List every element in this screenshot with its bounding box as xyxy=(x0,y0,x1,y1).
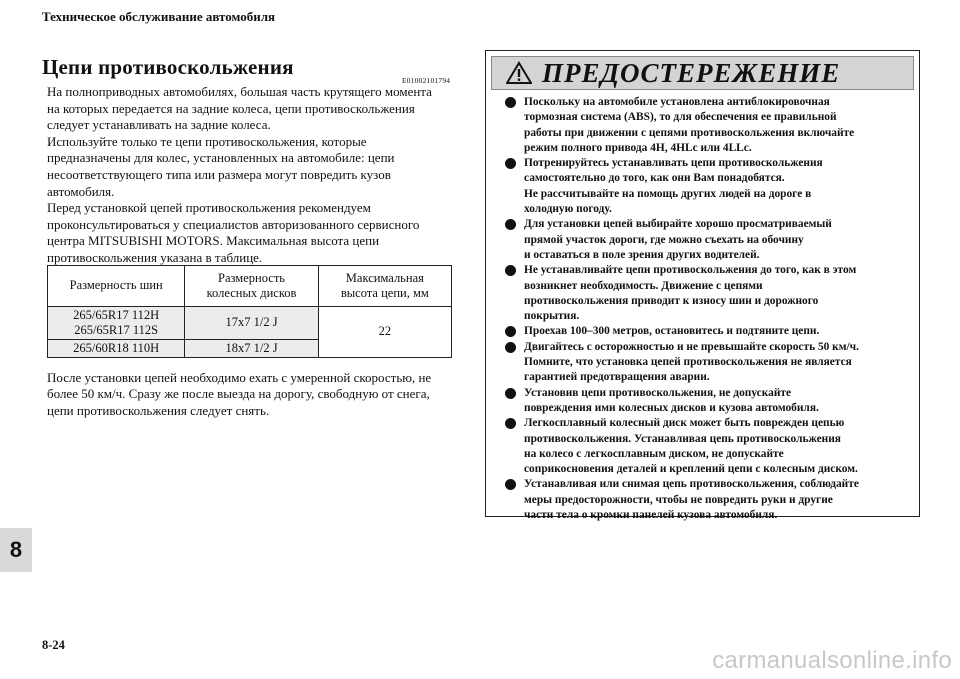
running-header: Техническое обслуживание автомобиля xyxy=(42,9,276,24)
intro-line: Используйте только те цепи противоскольжения, которые xyxy=(47,133,367,149)
table-row xyxy=(48,307,452,340)
warning-item xyxy=(504,324,904,339)
warning-triangle-icon xyxy=(506,61,532,85)
intro-line: Перед установкой цепей противоскольжения рекомендуем xyxy=(47,200,371,216)
section-title: Цепи противоскольжения xyxy=(42,55,294,79)
intro-line: следует устанавливать на задние колеса. xyxy=(47,117,271,133)
bullet-icon xyxy=(505,97,516,108)
warning-item-line: Потренируйтесь устанавливать цепи противоскольжения xyxy=(524,157,823,170)
warning-item-line: работы при движении с цепями противоскольжения включайте xyxy=(524,126,855,139)
intro-line: на которых передается на задние колеса, цепи противоскольжения xyxy=(47,100,415,116)
after-line: цепи противоскольжения следует снять. xyxy=(47,402,270,418)
after-line: более 50 км/ч. Сразу же после выезда на дорогу, свободную от снега, xyxy=(47,386,430,402)
page-number: 8-24 xyxy=(42,638,65,652)
chapter-tab: 8 xyxy=(0,528,32,572)
intro-line: На полноприводных автомобилях, большая часть крутящего момента xyxy=(47,84,432,99)
after-install-text xyxy=(47,370,457,419)
table-header-row xyxy=(48,266,452,307)
warning-box xyxy=(485,50,920,522)
warning-item-line: Поскольку на автомобиле установлена антиблокировочная xyxy=(524,96,830,108)
table-cell-rim-size: 17x7 1/2 J xyxy=(185,307,318,340)
warning-item-line: Устанавливая или снимая цепь противоскольжения, соблюдайте xyxy=(524,478,859,491)
intro-text xyxy=(47,84,457,267)
warning-item xyxy=(504,477,904,523)
table-cell-max-height: 22 xyxy=(318,307,451,358)
warning-item xyxy=(504,95,904,156)
warning-item-line: противоскольжения. Устанавливая цепь противоскольжения xyxy=(524,432,841,445)
intro-line: проконсультироваться у специалистов авторизованного сервисного xyxy=(47,216,420,232)
intro-line: противоскольжения указана в таблице. xyxy=(47,249,263,265)
table-cell-tire-size: 265/60R18 110H xyxy=(48,340,185,358)
warning-item-line: Проехав 100–300 метров, остановитесь и подтяните цепи. xyxy=(524,325,820,338)
warning-item-line: Легкосплавный колесный диск может быть поврежден цепью xyxy=(524,417,845,430)
intro-line: несоответствующего типа или размера могут повредить кузов xyxy=(47,166,391,182)
warning-item-line: Не рассчитывайте на помощь других людей на дороге в xyxy=(524,187,812,200)
bullet-icon xyxy=(505,479,516,490)
warning-item-line: на колесо с легкосплавным диском, не допускайте xyxy=(524,447,784,460)
warning-item-line: покрытия. xyxy=(524,310,580,323)
warning-item-line: тормозная система (ABS), то для обеспечения ее правильной xyxy=(524,111,837,124)
warning-item-line: Для установки цепей выбирайте хорошо просматриваемый xyxy=(524,218,832,231)
bullet-icon xyxy=(505,388,516,399)
section-code: E01002101794 xyxy=(402,76,451,85)
intro-line: автомобиля. xyxy=(47,183,115,199)
bullet-icon xyxy=(505,265,516,276)
warning-item xyxy=(504,416,904,477)
warning-item-line: режим полного привода 4H, 4HLc или 4LLc. xyxy=(524,141,752,154)
warning-item-line: гарантией предотвращения аварии. xyxy=(524,371,710,384)
warning-item xyxy=(504,263,904,324)
intro-line: центра MITSUBISHI MOTORS. Максимальная высота цепи xyxy=(47,233,380,249)
table-cell-rim-size: 18x7 1/2 J xyxy=(185,340,318,358)
bullet-icon xyxy=(505,418,516,429)
warning-header xyxy=(491,56,914,90)
warning-item-line: повреждения ими колесных дисков и кузова автомобиля. xyxy=(524,401,819,414)
intro-line: предназначены для колес, установленных на автомобиле: цепи xyxy=(47,150,395,166)
warning-item-line: противоскольжения приводит к износу шин и дорожного xyxy=(524,294,819,307)
bullet-icon xyxy=(505,219,516,230)
warning-item-line: прямой участок дороги, где можно съехать на обочину xyxy=(524,233,804,246)
table-header-tire-size: Размерность шин xyxy=(48,266,185,307)
warning-item-line: холодную погоду. xyxy=(524,203,612,216)
warning-item-line: Помните, что установка цепей противоскольжения не является xyxy=(524,356,852,369)
warning-item-line: части тела о кромки панелей кузова автомобиля. xyxy=(524,509,778,522)
warning-item-line: Не устанавливайте цепи противоскольжения до того, как в этом xyxy=(524,264,857,277)
warning-item xyxy=(504,386,904,417)
warning-list xyxy=(504,95,904,523)
warning-item xyxy=(504,217,904,263)
warning-item-line: возникнет необходимость. Движение с цепями xyxy=(524,279,763,292)
warning-item-line: Установив цепи противоскольжения, не допускайте xyxy=(524,386,792,399)
bullet-icon xyxy=(505,326,516,337)
warning-item-line: соприкосновения деталей и креплений цепи с колесным диском. xyxy=(524,463,858,476)
warning-item-line: и оставаться в поле зрения других водителей. xyxy=(524,248,760,261)
bullet-icon xyxy=(505,158,516,169)
warning-item xyxy=(504,340,904,386)
warning-item-line: меры предосторожности, чтобы не повредить руки и другие xyxy=(524,493,833,506)
watermark: carmanualsonline.info xyxy=(712,647,952,674)
table-cell-tire-size: 265/65R17 112H 265/65R17 112S xyxy=(48,307,185,340)
bullet-icon xyxy=(505,342,516,353)
warning-item xyxy=(504,156,904,217)
warning-title: ПРЕДОСТЕРЕЖЕНИЕ xyxy=(542,58,841,88)
after-line: После установки цепей необходимо ехать с умеренной скоростью, не xyxy=(47,370,432,385)
table-header-max-height: Максимальная высота цепи, мм xyxy=(318,266,451,307)
chain-height-table xyxy=(47,265,452,358)
warning-item-line: Двигайтесь с осторожностью и не превышайте скорость 50 км/ч. xyxy=(524,340,859,353)
table-header-rim-size: Размерность колесных дисков xyxy=(185,266,318,307)
warning-item-line: самостоятельно до того, как они Вам понадобятся. xyxy=(524,172,785,185)
